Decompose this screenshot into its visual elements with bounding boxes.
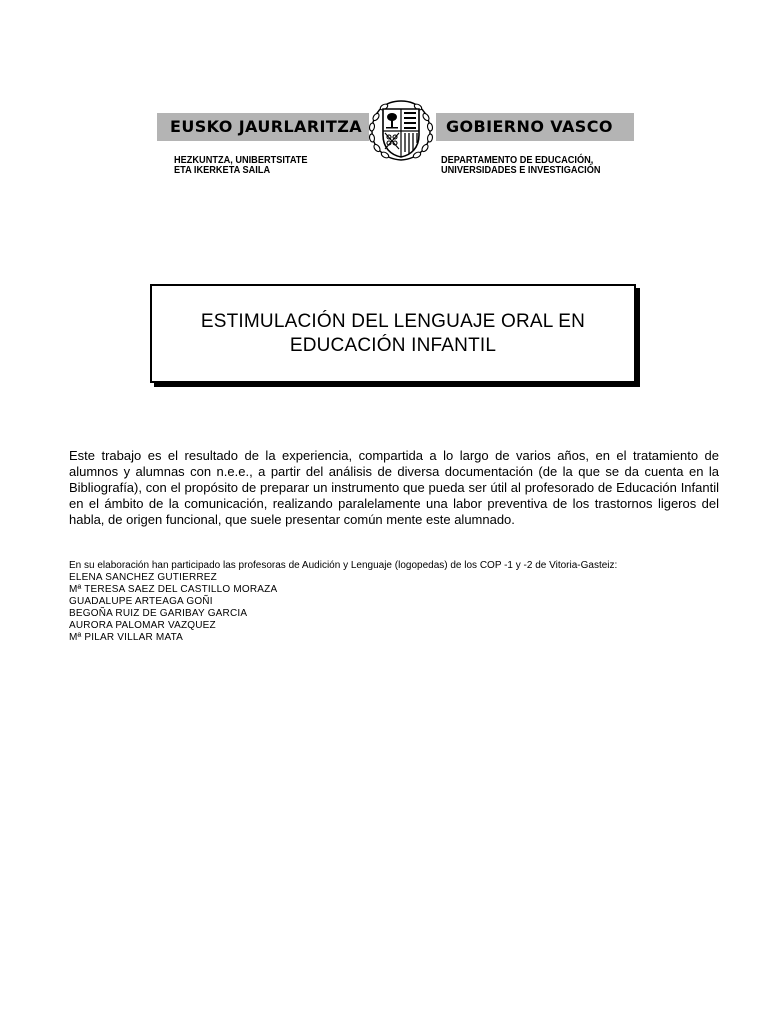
introduction-paragraph: Este trabajo es el resultado de la experiencia, compartida a lo largo de varios años, en el tratamiento de alumnos y alumnas con n.e.e., a partir del análisis de diversa documentación (de la que se da cuenta en la Bibliografía), con el propósito de preparar un instrumento que pueda ser útil al profesorado de Educación Infantil en el ámbito de la comunicación, realizando paralelamente una labor preventiva de los trastornos ligeros del habla, de origen funcional, que suele presentar común mente este alumnado. bbox=[69, 448, 719, 527]
department-line: HEZKUNTZA, UNIBERTSITATE bbox=[174, 155, 308, 166]
author-name: ELENA SANCHEZ GUTIERREZ bbox=[69, 572, 217, 583]
basque-government-name-es: GOBIERNO VASCO bbox=[446, 117, 613, 136]
credits-section bbox=[69, 560, 719, 644]
author-name: AURORA PALOMAR VAZQUEZ bbox=[69, 620, 216, 631]
coat-of-arms-icon bbox=[366, 97, 436, 163]
department-line: ETA IKERKETA SAILA bbox=[174, 165, 271, 176]
document-title-line-1: ESTIMULACIÓN DEL LENGUAJE ORAL EN bbox=[200, 310, 586, 332]
author-name: BEGOÑA RUIZ DE GARIBAY GARCIA bbox=[69, 608, 248, 619]
letterhead bbox=[0, 0, 768, 190]
department-line: UNIVERSIDADES E INVESTIGACIÓN bbox=[441, 165, 601, 176]
credits-lead: En su elaboración han participado las profesoras de Audición y Lenguaje (logopedas) de los COP -1 y -2 de Vitoria-Gasteiz: bbox=[69, 560, 618, 571]
author-name: Mª TERESA SAEZ DEL CASTILLO MORAZA bbox=[69, 584, 278, 595]
document-title-line-2: EDUCACIÓN INFANTIL bbox=[289, 334, 497, 356]
document-title-box bbox=[150, 284, 636, 383]
author-name: GUADALUPE ARTEAGA GOÑI bbox=[69, 596, 213, 607]
basque-government-name-eu: EUSKO JAURLARITZA bbox=[170, 117, 363, 136]
department-name-eu bbox=[174, 156, 308, 176]
department-name-es bbox=[441, 156, 600, 176]
department-line: DEPARTAMENTO DE EDUCACIÓN, bbox=[441, 155, 594, 166]
author-name: Mª PILAR VILLAR MATA bbox=[69, 632, 184, 643]
author-list bbox=[69, 572, 719, 644]
